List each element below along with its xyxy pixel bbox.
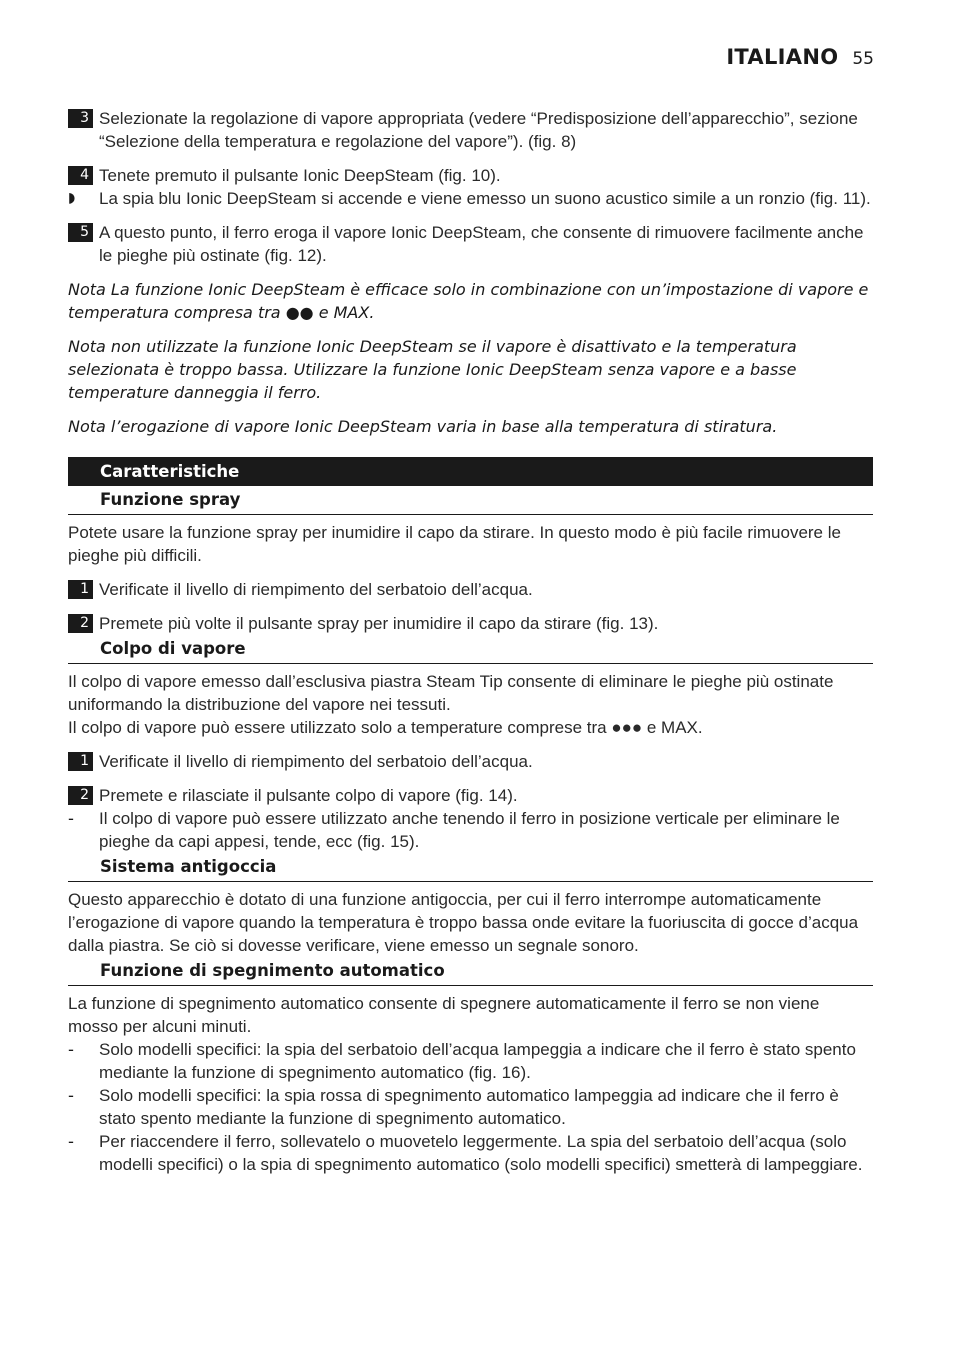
- dash-marker: -: [68, 1086, 74, 1105]
- step-text: Tenete premuto il pulsante Ionic DeepSteam (fig. 10).: [99, 166, 501, 185]
- step-number: 2: [68, 614, 93, 633]
- step-number: 1: [68, 580, 93, 599]
- dash-text: Solo modelli specifici: la spia rossa di spegnimento automatico lampeggia ad indicare che il ferro è stato spento mediante la funzione di spegnimento automatico.: [99, 1086, 839, 1128]
- spray-text: Potete usare la funzione spray per inumidire il capo da stirare. In questo modo è più facile rimuovere le pieghe più difficili.: [68, 523, 841, 565]
- bullet-text: La spia blu Ionic DeepSteam si accende e viene emesso un suono acustico simile a un ronzio (fig. 11).: [99, 189, 871, 208]
- shot-text-2: Il colpo di vapore può essere utilizzato solo a temperature comprese tra ●●● e MAX.: [68, 718, 703, 737]
- page-number: 55: [852, 49, 874, 69]
- step-number: 4: [68, 166, 93, 185]
- subheading-spray: Funzione spray: [68, 486, 873, 515]
- dash-text: Per riaccendere il ferro, sollevatelo o muovetelo leggermente. La spia del serbatoio dell’acqua (solo modelli specifici) o la spia di spegnimento automatico (solo modelli specifici) smetterà di lampeggiare.: [99, 1132, 863, 1174]
- autooff-dash-3: [68, 1130, 873, 1176]
- step-number: 3: [68, 109, 93, 128]
- dash-marker: -: [68, 809, 74, 828]
- step-text: Selezionate la regolazione di vapore appropriata (vedere “Predisposizione dell’apparecchio”, sezione “Selezione della temperatura e regolazione del vapore”). (fig. 8): [99, 109, 858, 151]
- autooff-dash-1: [68, 1038, 873, 1084]
- step-number: 1: [68, 752, 93, 771]
- shot-text-1: Il colpo di vapore emesso dall’esclusiva piastra Steam Tip consente di eliminare le pieghe più ostinate uniformando la distribuzione del vapore nei tessuti.: [68, 672, 834, 714]
- note-3: Nota l’erogazione di vapore Ionic DeepSteam varia in base alla temperatura di stiratura.: [68, 417, 778, 436]
- language-label: ITALIANO: [726, 45, 839, 69]
- result-bullet: [68, 187, 873, 210]
- dash-marker: -: [68, 1132, 74, 1151]
- page-content: [68, 107, 873, 1176]
- dash-marker: -: [68, 1040, 74, 1059]
- spray-step-1: [68, 578, 873, 601]
- dash-text: Solo modelli specifici: la spia del serbatoio dell’acqua lampeggia a indicare che il ferro è stato spento mediante la funzione di spegnimento automatico (fig. 16).: [99, 1040, 856, 1082]
- step-3: [68, 107, 873, 153]
- step-number: 5: [68, 223, 93, 242]
- section-title: Caratteristiche: [68, 457, 873, 486]
- note-1: Nota La funzione Ionic DeepSteam è efficace solo in combinazione con un’impostazione di vapore e temperatura compresa tra ●● e MAX.: [68, 280, 869, 322]
- subheading-autooff: Funzione di spegnimento automatico: [68, 957, 873, 986]
- note-2: Nota non utilizzate la funzione Ionic DeepSteam se il vapore è disattivato e la temperatura selezionata è troppo bassa. Utilizzare la funzione Ionic DeepSteam senza vapore e a basse temperature danneggia il ferro.: [68, 337, 797, 402]
- bullet-icon: ◗: [68, 190, 76, 206]
- page-header: [726, 46, 874, 71]
- shot-step-2: [68, 784, 873, 807]
- step-text: Verificate il livello di riempimento del serbatoio dell’acqua.: [99, 580, 533, 599]
- step-text: Premete più volte il pulsante spray per inumidire il capo da stirare (fig. 13).: [99, 614, 659, 633]
- spray-step-2: [68, 612, 873, 635]
- step-4: [68, 164, 873, 187]
- subheading-shot: Colpo di vapore: [68, 635, 873, 664]
- subheading-drip: Sistema antigoccia: [68, 853, 873, 882]
- autooff-text: La funzione di spegnimento automatico consente di spegnere automaticamente il ferro se non viene mosso per alcuni minuti.: [68, 994, 820, 1036]
- step-5: [68, 221, 873, 267]
- shot-step-1: [68, 750, 873, 773]
- step-text: Premete e rilasciate il pulsante colpo di vapore (fig. 14).: [99, 786, 518, 805]
- step-text: Verificate il livello di riempimento del serbatoio dell’acqua.: [99, 752, 533, 771]
- autooff-dash-2: [68, 1084, 873, 1130]
- step-text: A questo punto, il ferro eroga il vapore Ionic DeepSteam, che consente di rimuovere facilmente anche le pieghe più ostinate (fig. 12).: [99, 223, 864, 265]
- dash-text: Il colpo di vapore può essere utilizzato anche tenendo il ferro in posizione verticale per eliminare le pieghe da capi appesi, tende, ecc (fig. 15).: [99, 809, 840, 851]
- drip-text: Questo apparecchio è dotato di una funzione antigoccia, per cui il ferro interrompe automaticamente l’erogazione di vapore quando la temperatura è troppo bassa onde evitare la fuoriuscita di gocce d’acqua dalla piastra. Se ciò si dovesse verificare, viene emesso un segnale sonoro.: [68, 890, 859, 955]
- step-number: 2: [68, 786, 93, 805]
- shot-dash-item: [68, 807, 873, 853]
